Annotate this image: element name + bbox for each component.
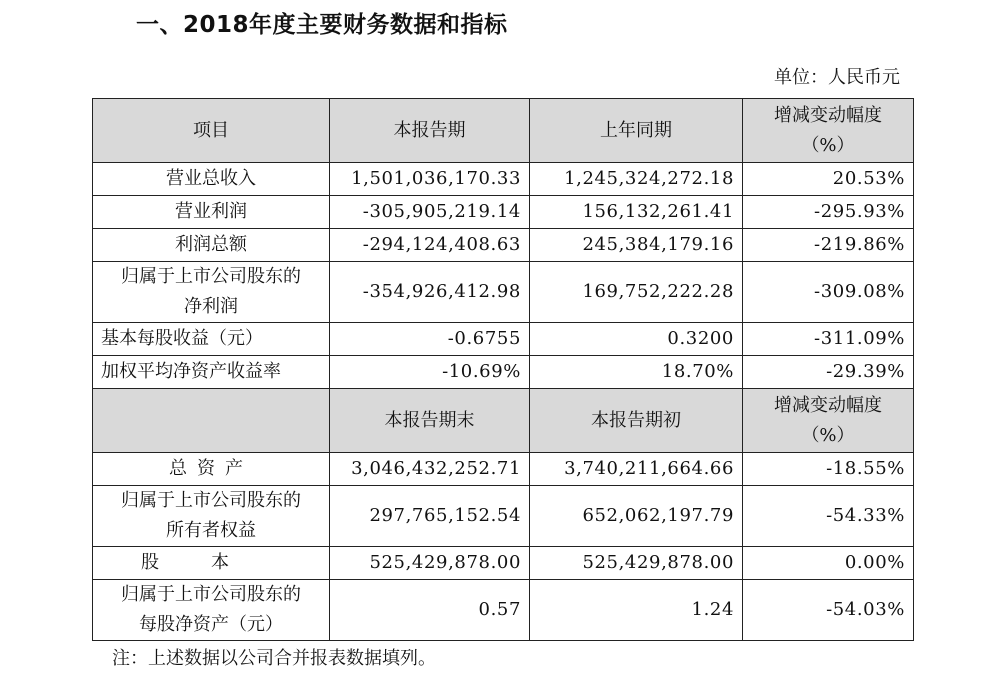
table-row: [93, 196, 914, 229]
table-row: [93, 323, 914, 356]
table-row: [93, 486, 914, 547]
row-label-line2: 每股净资产（元）: [139, 614, 283, 635]
cell-prior: 0.3200: [530, 323, 743, 356]
cell-prior: 169,752,222.28: [530, 262, 743, 323]
row-label-share-capital: [93, 547, 330, 580]
header-change: [743, 389, 914, 453]
cell-current: 3,046,432,252.71: [330, 453, 530, 486]
cell-prior: 18.70%: [530, 356, 743, 389]
header-period-end: 本报告期末: [330, 389, 530, 453]
cell-prior: 245,384,179.16: [530, 229, 743, 262]
cell-prior: 1,245,324,272.18: [530, 163, 743, 196]
row-label-roe: 加权平均净资产收益率: [93, 356, 330, 389]
table-row: [93, 356, 914, 389]
cell-change: -54.03%: [743, 580, 914, 641]
row-label-line1: 归属于上市公司股东的: [121, 490, 301, 511]
section-title: 一、2018年度主要财务数据和指标: [136, 12, 508, 38]
cell-change: -311.09%: [743, 323, 914, 356]
financial-data-table: [92, 98, 914, 641]
row-label-line2: 净利润: [184, 296, 238, 317]
table-header-row: [93, 389, 914, 453]
cell-prior: 3,740,211,664.66: [530, 453, 743, 486]
header-current-period: 本报告期: [330, 99, 530, 163]
cell-change: -219.86%: [743, 229, 914, 262]
row-label-eps: 基本每股收益（元）: [93, 323, 330, 356]
row-label-nav-per-share: [93, 580, 330, 641]
cell-current: 297,765,152.54: [330, 486, 530, 547]
cell-current: 525,429,878.00: [330, 547, 530, 580]
row-label-net-profit: [93, 262, 330, 323]
table-row: [93, 163, 914, 196]
total-assets-text: 总资产: [169, 458, 253, 479]
cell-current: 0.57: [330, 580, 530, 641]
cell-change: -29.39%: [743, 356, 914, 389]
cell-current: -10.69%: [330, 356, 530, 389]
share-capital-text: 股本: [141, 552, 281, 573]
footnote: 注：上述数据以公司合并报表数据填列。: [112, 648, 436, 669]
table-row: [93, 547, 914, 580]
header-change-line1: 增减变动幅度: [774, 394, 882, 416]
header-change: [743, 99, 914, 163]
cell-change: -18.55%: [743, 453, 914, 486]
cell-change: -295.93%: [743, 196, 914, 229]
row-label-line1: 归属于上市公司股东的: [121, 266, 301, 287]
cell-current: -294,124,408.63: [330, 229, 530, 262]
cell-change: 0.00%: [743, 547, 914, 580]
row-label-line1: 归属于上市公司股东的: [121, 584, 301, 605]
row-label-line2: 所有者权益: [166, 520, 256, 541]
header-change-line1: 增减变动幅度: [774, 104, 882, 126]
cell-current: -305,905,219.14: [330, 196, 530, 229]
cell-change: 20.53%: [743, 163, 914, 196]
header-change-line2: （%）: [801, 134, 855, 156]
row-label-total-profit: 利润总额: [93, 229, 330, 262]
table-header-row: [93, 99, 914, 163]
cell-current: 1,501,036,170.33: [330, 163, 530, 196]
cell-change: -54.33%: [743, 486, 914, 547]
header-item: 项目: [93, 99, 330, 163]
cell-prior: 156,132,261.41: [530, 196, 743, 229]
table-row: [93, 262, 914, 323]
header-prior-period: 上年同期: [530, 99, 743, 163]
table-row: [93, 229, 914, 262]
currency-unit: 单位：人民币元: [774, 67, 900, 88]
row-label-total-assets: [93, 453, 330, 486]
cell-current: -0.6755: [330, 323, 530, 356]
cell-prior: 652,062,197.79: [530, 486, 743, 547]
header-period-start: 本报告期初: [530, 389, 743, 453]
cell-current: -354,926,412.98: [330, 262, 530, 323]
row-label-equity: [93, 486, 330, 547]
cell-change: -309.08%: [743, 262, 914, 323]
table-row: [93, 580, 914, 641]
header-change-line2: （%）: [801, 424, 855, 446]
row-label-revenue: 营业总收入: [93, 163, 330, 196]
cell-prior: 525,429,878.00: [530, 547, 743, 580]
table-row: [93, 453, 914, 486]
header-blank: [93, 389, 330, 453]
row-label-operating-profit: 营业利润: [93, 196, 330, 229]
cell-prior: 1.24: [530, 580, 743, 641]
